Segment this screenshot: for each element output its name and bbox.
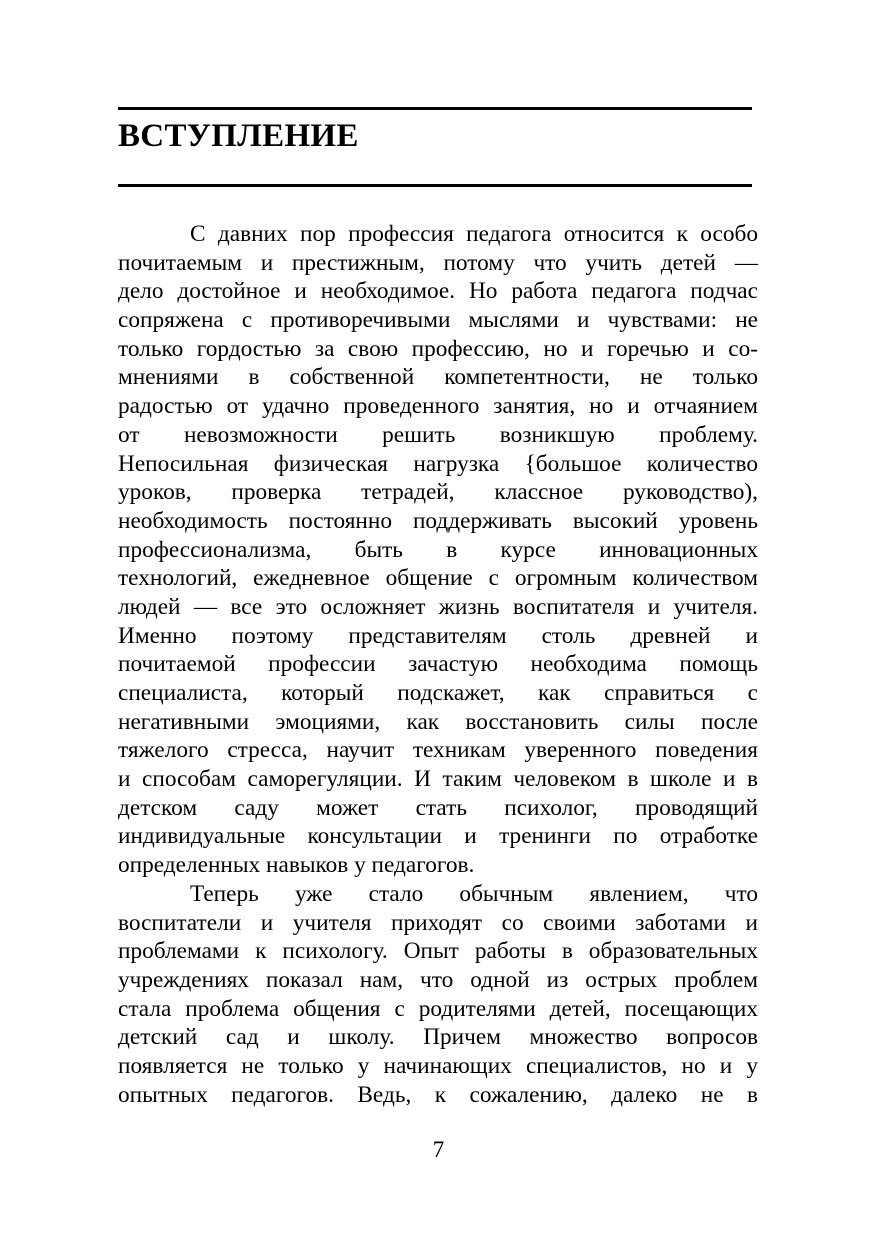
text-line: стала проблема общения с родителями детей, посещающих	[118, 995, 758, 1022]
body-text	[118, 220, 758, 1109]
text-line: опытных педагогов. Ведь, к сожалению, далеко не в	[118, 1081, 758, 1108]
text-line: почитаемым и престижным, потому что учить детей —	[118, 249, 758, 276]
text-line: дело достойное и необходимое. Но работа педагога подчас	[118, 278, 758, 305]
text-line: мнениями в собственной компетентности, не только	[118, 364, 758, 391]
bottom-rule	[118, 184, 752, 187]
text-line: индивидуальные консультации и тренинги по отработке	[118, 823, 758, 850]
paragraph-1	[118, 220, 758, 880]
text-line: почитаемой профессии зачастую необходима помощь	[118, 651, 758, 678]
text-line: негативными эмоциями, как восстановить силы после	[118, 708, 758, 735]
text-line: людей — все это осложняет жизнь воспитателя и учителя.	[118, 593, 758, 620]
text-line: профессионализма, быть в курсе инновационных	[118, 536, 758, 563]
text-line: необходимость постоянно поддерживать высокий уровень	[118, 507, 758, 534]
text-line: учреждениях показал нам, что одной из острых проблем	[118, 966, 758, 993]
text-line: от невозможности решить возникшую проблему.	[118, 421, 758, 448]
text-line: сопряжена с противоречивыми мыслями и чувствами: не	[118, 307, 758, 334]
page-number: 7	[432, 1137, 445, 1162]
text-line: технологий, ежедневное общение с огромным количеством	[118, 565, 758, 592]
text-line: Теперь уже стало обычным явлением, что	[190, 880, 758, 907]
text-line: уроков, проверка тетрадей, классное руководство),	[118, 479, 758, 506]
section-title: ВСТУПЛЕНИЕ	[118, 118, 359, 154]
text-line: тяжелого стресса, научит техникам уверенного поведения	[118, 737, 758, 764]
text-line: появляется не только у начинающих специалистов, но и у	[118, 1052, 758, 1079]
text-line: детский сад и школу. Причем множество вопросов	[118, 1024, 758, 1051]
paragraph-2	[118, 880, 758, 1110]
text-line: Именно поэтому представителям столь древней и	[118, 622, 758, 649]
text-line: детском саду может стать психолог, проводящий	[118, 794, 758, 821]
text-line: только гордостью за свою профессию, но и горечью и со-	[118, 335, 758, 362]
text-line: специалиста, который подскажет, как справиться с	[118, 680, 758, 706]
text-line: и способам саморегуляции. И таким человеком в школе и в	[118, 766, 758, 793]
top-rule	[118, 107, 752, 110]
text-line: С давних пор профессия педагога относится к особо	[190, 221, 758, 247]
text-line: определенных навыков у педагогов.	[118, 852, 475, 879]
text-line: Непосильная физическая нагрузка {большое количество	[118, 450, 758, 477]
text-line: воспитатели и учителя приходят со своими заботами и	[118, 909, 758, 936]
text-line: проблемами к психологу. Опыт работы в образовательных	[118, 938, 758, 965]
text-line: радостью от удачно проведенного занятия, но и отчаянием	[118, 393, 758, 420]
